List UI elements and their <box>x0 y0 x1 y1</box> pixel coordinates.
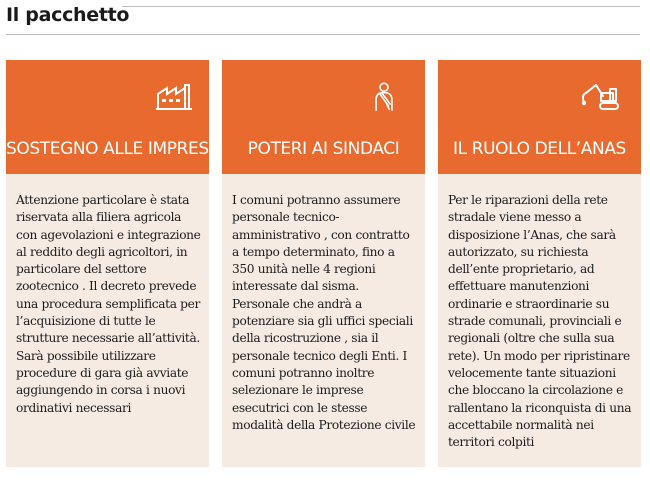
top-rule <box>122 6 640 7</box>
column-heading: SOSTEGNO ALLE IMPRESE <box>6 139 220 159</box>
column-anas <box>438 60 641 467</box>
column-text: Per le riparazioni della rete stradale viene messo a disposizione l’Anas, che sarà autorizzato, su richiesta dell’ente proprietario, ad effettuare manutenzioni ordinarie e straordinarie su strade comunali, provinciali e regionali (oltre che sulla sua rete). Un modo per ripristinare velocemente tante situazioni che bloccano la circolazione e rallentano la riconquista di una accettabile normalità nei territori colpiti <box>448 193 632 450</box>
column-imprese <box>6 60 220 467</box>
column-body <box>6 174 209 467</box>
factory-icon <box>154 82 194 112</box>
title-underline <box>6 34 640 35</box>
column-heading: POTERI AI SINDACI <box>247 139 400 159</box>
column-header <box>438 60 641 174</box>
mayor-sash-icon <box>370 82 398 112</box>
column-header <box>222 60 425 174</box>
column-text: Attenzione particolare è stata riservata alla filiera agricola con agevolazioni e integrazione al reddito degli agricoltori, in particolare del settore zootecnico . Il decreto prevede una procedura semplificata per l’acquisizione di tutte le strutture necessarie all’attività. Sarà possibile utilizzare procedure di gara già avviate aggiungendo in corsa i nuovi ordinativi necessari <box>16 193 201 415</box>
excavator-icon <box>580 82 622 112</box>
column-heading: IL RUOLO DELL’ANAS <box>453 139 626 159</box>
column-text: I comuni potranno assumere personale tecnico-amministrativo , con contratto a tempo determinato, fino a 350 unità nelle 4 regioni interessate dal sisma. Personale che andrà a potenziare sia gli uffici speciali della ricostruzione , sia il personale tecnico degli Enti. I comuni potranno inoltre selezionare le imprese esecutrici con le stesse modalità della Protezione civile <box>232 193 416 432</box>
column-body <box>438 174 641 467</box>
column-header <box>6 60 220 174</box>
page-title: Il pacchetto <box>6 4 130 26</box>
column-body <box>222 174 425 467</box>
column-sindaci <box>222 60 425 467</box>
